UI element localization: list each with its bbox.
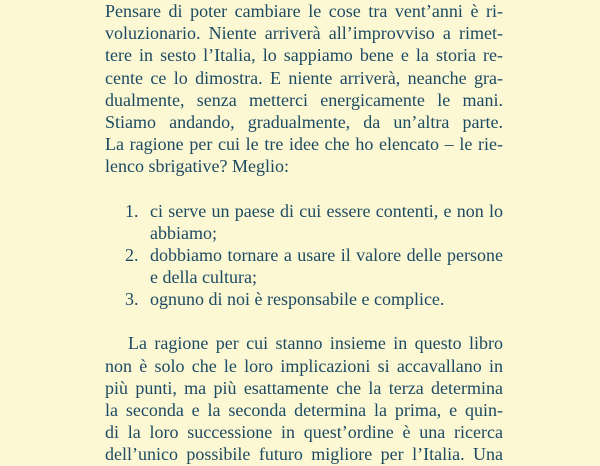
paragraph-1-line: tere in sesto l’Italia, lo sappiamo bene e la storia re- <box>105 45 503 66</box>
text-column <box>105 0 503 466</box>
paragraph-1-line: cente ce lo dimostra. E niente arriverà, neanche gra- <box>105 67 503 88</box>
paragraph-2-line: di la loro successione in quest’ordine è una ricerca <box>105 422 503 443</box>
paragraph-1-line: dualmente, senza metterci energicamente le mani. <box>105 89 503 110</box>
list-item-number: 3. <box>125 289 139 310</box>
paragraph-1-line: lenco sbrigative? Meglio: <box>105 156 289 177</box>
paragraph-2-line: non è solo che le loro implicazioni si accavallano in <box>105 355 503 376</box>
paragraph-2-line: La ragione per cui stanno insieme in questo libro <box>128 333 503 354</box>
list-item-number: 2. <box>125 244 139 265</box>
paragraph-gap <box>105 178 503 200</box>
list-item <box>105 200 503 244</box>
paragraph-2 <box>105 332 503 465</box>
paragraph-1-line: voluzionario. Niente arriverà all’improvviso a rimet- <box>105 23 503 44</box>
list-item-number: 1. <box>125 200 139 221</box>
list-item-text: ci serve un paese di cui essere contenti, e non lo <box>150 200 503 221</box>
paragraph-2-line: dell’unico possibile futuro migliore per l’Italia. Una <box>105 444 503 465</box>
list-item-line: e della cultura; <box>150 267 257 288</box>
list-item <box>105 244 503 288</box>
paragraph-1 <box>105 0 503 178</box>
list-item-text: dobbiamo tornare a usare il valore delle persone <box>150 244 503 265</box>
paragraph-1-line: La ragione per cui le tre idee che ho elencato – le rie- <box>105 134 503 155</box>
paragraph-1-line: Pensare di poter cambiare le cose tra vent’anni è ri- <box>105 1 503 21</box>
numbered-list <box>105 200 503 311</box>
paragraph-gap <box>105 310 503 332</box>
list-item-line: abbiamo; <box>150 222 217 243</box>
list-item <box>105 288 503 310</box>
list-item-line <box>105 200 503 222</box>
paragraph-2-line: più punti, ma più esattamente che la terza determina <box>105 377 503 398</box>
list-item-text: ognuno di noi è responsabile e complice. <box>150 289 445 310</box>
list-item-line <box>105 288 503 310</box>
list-item-line <box>105 244 503 266</box>
paragraph-1-line: Stiamo andando, gradualmente, da un’altra parte. <box>105 111 503 132</box>
paragraph-2-line: la seconda e la seconda determina la prima, e quin- <box>105 400 503 420</box>
